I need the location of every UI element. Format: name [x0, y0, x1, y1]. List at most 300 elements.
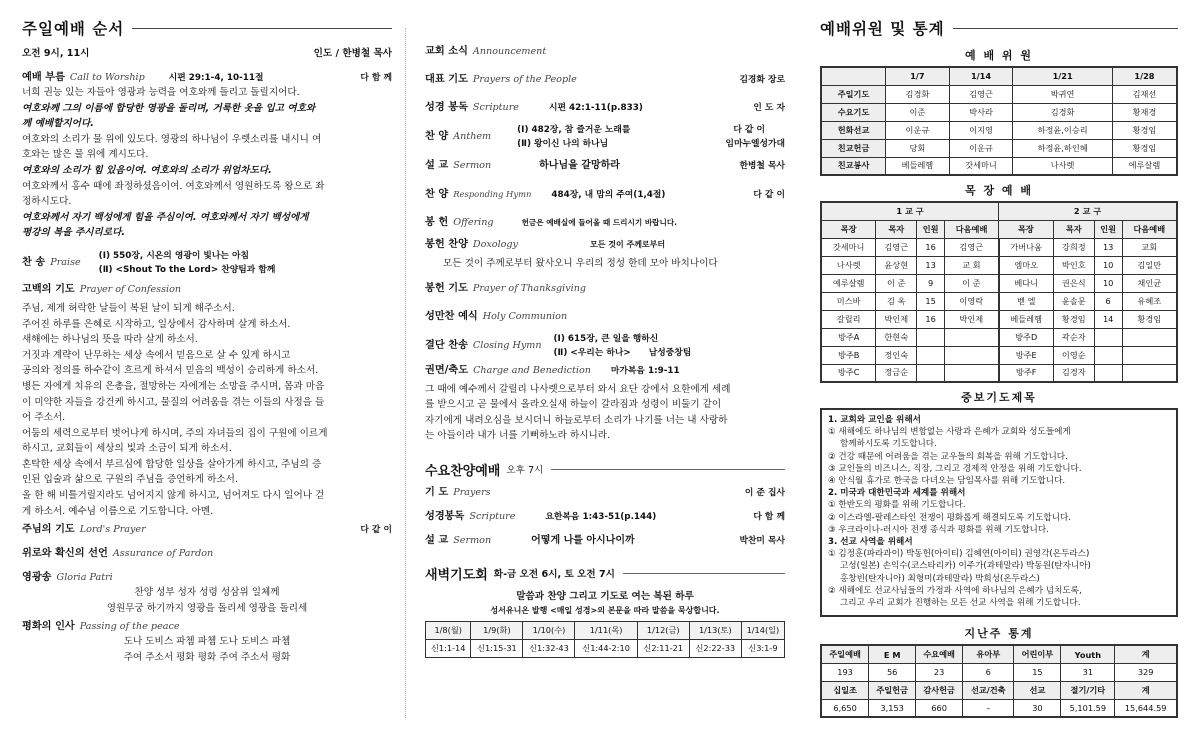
call-line: 여호와의 소리가 힘 있음이여. 여호와의 소리가 위엄차도다.	[22, 164, 272, 176]
pasture-cell	[1122, 328, 1177, 346]
responsible-person: 다 같 이	[753, 190, 785, 200]
item-english: Sermon	[453, 160, 492, 171]
peace-line-2: 주여 주소서 평화 평화 주여 주소서 평화	[123, 652, 291, 664]
pasture-cell: 이 준	[945, 274, 999, 292]
item-english: Sermon	[453, 534, 492, 546]
confession-line: 거짓과 계략이 난무하는 세상 속에서 믿음으로 살 수 있게 하시고	[22, 349, 291, 361]
responding-hymn-row	[425, 187, 785, 202]
committee-cell: 당회	[886, 139, 950, 157]
stats-title: 지난주 통계	[964, 627, 1034, 641]
gloria-line-2: 영원무궁 하기까지 영광을 돌리세 영광을 돌리세	[106, 602, 308, 614]
wednesday-title: 수요찬양예배	[425, 463, 501, 479]
pasture-head-cell: 인원	[917, 220, 945, 238]
pasture-cell: 방주D	[999, 328, 1054, 346]
prayer-item: ① 김정훈(파라과이) 박동헌(아이티) 김혜연(아이티) 권영각(온두라스)	[828, 549, 1090, 560]
stats-cell: 56	[869, 663, 916, 681]
stats-cell: 어린이부	[1014, 645, 1061, 663]
committee-stats-column	[820, 0, 1178, 729]
closing-hymn-row	[425, 332, 785, 360]
pasture-cell: 이영락	[945, 292, 999, 310]
call-line: 정하시도다.	[22, 196, 72, 208]
pasture-row	[821, 328, 1177, 346]
communion-row	[425, 310, 785, 324]
item-english: Prayers of the People	[472, 74, 577, 85]
committee-row	[821, 121, 1177, 139]
confession-line: 주님, 제게 허락한 날들이 복된 날이 되게 해주소서.	[22, 302, 235, 314]
pasture-title: 목 장 예 배	[965, 184, 1033, 197]
pasture-cell: 나사렛	[821, 256, 876, 274]
stats-cell: 30	[1014, 699, 1061, 717]
pasture-cell: 한현숙	[876, 328, 917, 346]
stats-cell: 193	[821, 663, 869, 681]
call-to-worship-row	[22, 71, 392, 85]
service-time: 오전 9시, 11시	[22, 48, 90, 59]
scripture-ref: 시편 29:1-4, 10-11절	[168, 73, 264, 83]
pasture-cell: 강희정	[1053, 238, 1094, 256]
pasture-cell: 방주A	[821, 328, 876, 346]
dawn-day-cell: 1/9(화)	[471, 621, 523, 639]
pasture-cell: 예루살렘	[821, 274, 876, 292]
dawn-text-cell: 신1:15-31	[471, 639, 523, 657]
committee-row	[821, 157, 1177, 175]
prayer-item: 2. 미국과 대한민국과 세계를 위해서	[828, 488, 966, 499]
pasture-cell	[1094, 346, 1122, 364]
peace-row	[22, 620, 392, 634]
benediction-row	[425, 364, 785, 378]
dawn-text-cell: 신1:1-14	[426, 639, 471, 657]
stats-cell: 주일헌금	[869, 681, 916, 699]
dawn-text-cell: 신2:11-21	[637, 639, 689, 657]
pasture-cell: 윤솔문	[1053, 292, 1094, 310]
pasture-cell	[917, 364, 945, 382]
committee-cell: 에루살렘	[1112, 157, 1177, 175]
doxology-row	[425, 238, 785, 252]
committee-cell: 하정윤,하인혜	[1013, 139, 1113, 157]
stats-cell: 선교	[1014, 681, 1061, 699]
anthem-line-1: (Ⅰ) 482장, 참 즐거운 노래를	[517, 125, 631, 135]
item-label: 찬 송	[22, 256, 46, 268]
prayer-item: 3. 선교 사역을 위해서	[828, 537, 913, 548]
item-label: 교회 소식	[425, 46, 468, 57]
sermon-title: 어떻게 나를 아시나이까	[531, 534, 635, 546]
pasture-row	[821, 274, 1177, 292]
committee-cell: 갓세마니	[949, 157, 1013, 175]
item-label: 찬 양	[425, 131, 449, 142]
stats-cell: 감사헌금	[916, 681, 963, 699]
committee-cell: 나사렛	[1013, 157, 1113, 175]
prayer-item: 그리고 우리 교회가 진행하는 모든 선교 사역을 위해 기도합니다.	[840, 598, 1081, 609]
wednesday-prayer-row	[425, 486, 785, 500]
pasture-cell: 갈릴리	[821, 310, 876, 328]
confession-line: 병든 자에게 치유의 은총을, 절망하는 자에게는 소망을 주시며, 몸과 마음	[22, 380, 325, 392]
confession-line: 공의와 정의를 하수같이 흐르게 하셔서 믿음의 백성이 승리하게 하소서.	[22, 365, 319, 377]
item-english: Holy Communion	[482, 310, 568, 322]
service-time-row	[22, 47, 392, 61]
dawn-day-cell: 1/10(수)	[523, 621, 575, 639]
role-cell: 친교봉사	[821, 157, 886, 175]
prayer-item: 고성(일본) 손익수(코스타리카) 이주가(과테말라) 박동원(탄자니아)	[840, 561, 1091, 572]
stats-cell: 6	[963, 663, 1014, 681]
confession-text	[22, 301, 392, 519]
committee-cell: 김재선	[1112, 85, 1177, 103]
pasture-cell: 김 옥	[876, 292, 917, 310]
pasture-row	[821, 310, 1177, 328]
service-leader: 인도 / 한병철 목사	[313, 48, 392, 59]
pasture-row	[821, 364, 1177, 382]
committee-row	[821, 139, 1177, 157]
stats-cell: E M	[869, 645, 916, 663]
doxology-title: 모든 것이 주께로부터	[589, 240, 666, 249]
pasture-cell: 16	[917, 310, 945, 328]
committee-cell: 하정윤,이승리	[1013, 121, 1113, 139]
item-english: Responding Hymn	[453, 189, 532, 199]
confession-line: 하시고, 교회들이 세상의 빛과 소금이 되게 하소서.	[22, 443, 232, 455]
dawn-text-cell: 신3:1-9	[741, 639, 784, 657]
responsible-person: 다 함 께	[360, 73, 392, 83]
ensemble-name: 남성중창팀	[648, 347, 692, 358]
role-cell: 수요기도	[821, 103, 886, 121]
responsible-person: 김경화 장로	[739, 75, 785, 85]
stats-cell: 십일조	[821, 681, 869, 699]
confession-line: 주어진 하루를 은혜로 시작하고, 일상에서 감사하며 살게 하소서.	[22, 318, 291, 330]
pasture-cell: 박인제	[945, 310, 999, 328]
pasture-cell	[1122, 364, 1177, 382]
committee-cell: 이지영	[949, 121, 1013, 139]
dawn-days-row	[426, 621, 785, 639]
prayer-item: ③ 교인들의 비즈니스, 직장, 그리고 경제적 안정을 위해 기도합니다.	[828, 463, 1082, 474]
pasture-cell: 곽순자	[1053, 328, 1094, 346]
committee-table	[820, 66, 1178, 176]
pasture-cell: 정금순	[876, 364, 917, 382]
item-english: Closing Hymn	[472, 339, 542, 351]
pasture-cell	[945, 346, 999, 364]
stats-row	[821, 663, 1177, 681]
committee-cell: 이운규	[949, 139, 1013, 157]
prayer-item: ③ 우크라이나-러시아 전쟁 종식과 평화를 위해 기도합니다.	[828, 524, 1049, 535]
item-label: 설 교	[425, 534, 449, 546]
item-english: Assurance of Pardon	[112, 548, 214, 560]
dawn-day-cell: 1/13(토)	[689, 621, 741, 639]
item-label: 결단 찬송	[425, 339, 468, 351]
pasture-cell	[1094, 328, 1122, 346]
stats-row	[821, 681, 1177, 699]
gloria-row	[22, 571, 392, 585]
doxology-text: 모든 것이 주께로부터 왔사오니 우리의 정성 한데 모아 바치나이다	[443, 258, 718, 269]
stats-cell: 주일예배	[821, 645, 869, 663]
pasture-cell: 박인제	[876, 310, 917, 328]
pasture-cell: 김영근	[945, 238, 999, 256]
stats-cell: 31	[1061, 663, 1115, 681]
item-english: Charge and Benediction	[473, 364, 591, 376]
item-english: Prayer of Thanksgiving	[472, 282, 587, 294]
pasture-cell: 6	[1094, 292, 1122, 310]
stats-row	[821, 645, 1177, 663]
gloria-line-1: 찬양 성부 성자 성령 성삼위 일체께	[134, 587, 280, 599]
pasture-cell: 9	[917, 274, 945, 292]
item-label: 위로와 확신의 선언	[22, 548, 108, 560]
dawn-texts-row	[426, 639, 785, 657]
stats-cell: 선교/건축	[963, 681, 1014, 699]
pasture-cell: 벧 엘	[999, 292, 1054, 310]
sunday-order-continued-column	[425, 0, 785, 729]
pasture-head-cell: 목장	[999, 220, 1054, 238]
item-label: 고백의 기도	[22, 283, 75, 295]
pasture-cell: 김경자	[1053, 364, 1094, 382]
pasture-cell: 정인숙	[876, 346, 917, 364]
call-line: 께 예배할지어다.	[22, 118, 94, 130]
pasture-cell: 윤상현	[876, 256, 917, 274]
item-label: 권면/축도	[425, 364, 469, 376]
responsible-person: 다 같 이	[360, 525, 392, 536]
date-cell: 1/28	[1112, 67, 1177, 85]
confession-line: 이 미약한 자들을 강건케 하시고, 물질의 어려움을 겪는 이들의 사정을 들	[22, 396, 325, 408]
date-cell: 1/14	[949, 67, 1013, 85]
item-label: 봉헌 찬양	[425, 239, 468, 250]
benediction-line: 그 때에 예수께서 갈릴리 나사렛으로부터 와서 요단 강에서 요한에게 세례	[425, 383, 731, 395]
announcement-row	[425, 45, 785, 59]
item-english: Offering	[453, 217, 494, 228]
intercession-box	[820, 408, 1178, 617]
item-label: 성경 봉독	[425, 102, 468, 113]
item-label: 설 교	[425, 160, 449, 171]
call-line: 너희 권능 있는 자들아 영광과 능력을 여호와께 돌리고 돌릴지어다.	[22, 87, 300, 98]
sermon-title: 하나님을 갈망하라	[539, 160, 620, 171]
pasture-cell: 채인균	[1122, 274, 1177, 292]
prayer-item: ② 새해에도 선교사님들의 가정과 사역에 하나님의 은혜가 넘치도록,	[828, 585, 1082, 596]
dawn-day-cell: 1/14(일)	[741, 621, 784, 639]
pasture-head-cell: 인원	[1094, 220, 1122, 238]
committee-cell: 김영근	[949, 85, 1013, 103]
stats-cell: –	[963, 699, 1014, 717]
stats-cell: 3,153	[869, 699, 916, 717]
item-english: Lord's Prayer	[79, 524, 146, 536]
committee-cell: 이준	[886, 103, 950, 121]
item-english: Anthem	[453, 131, 492, 142]
pasture-cell: 베다니	[999, 274, 1054, 292]
item-english: Doxology	[472, 239, 518, 250]
committee-row	[821, 103, 1177, 121]
praise-line-2: (Ⅱ) <Shout To the Lord> 찬양팀과 함께	[98, 264, 276, 275]
praise-row	[22, 249, 392, 277]
pasture-cell	[917, 328, 945, 346]
call-line: 여호와께서 홍수 때에 좌정하셨음이여. 여호와께서 영원하도록 왕으로 좌	[22, 180, 325, 192]
prayer-item: 홍창빈(탄자니아) 최형미(과테말라) 박희성(온두라스)	[840, 573, 1040, 584]
wednesday-scripture-row	[425, 510, 785, 524]
item-label: 찬 양	[425, 189, 449, 200]
item-english: Scripture	[469, 510, 516, 522]
scripture-reading-row	[425, 101, 785, 115]
item-english: Announcement	[472, 46, 547, 57]
pasture-cell: 가버나움	[999, 238, 1054, 256]
item-english: Prayers	[453, 486, 491, 498]
pasture-cell: 교회	[1122, 238, 1177, 256]
representative-prayer-row	[425, 73, 785, 87]
dawn-schedule-table	[425, 621, 785, 658]
call-line: 평강의 복을 주시리로다.	[22, 227, 125, 239]
pasture-cell: 황경임	[1122, 310, 1177, 328]
stats-cell: 6,650	[821, 699, 869, 717]
role-cell: 헌화선교	[821, 121, 886, 139]
pasture-row	[821, 256, 1177, 274]
committee-row	[821, 85, 1177, 103]
call-line: 여호와의 소리가 물 위에 있도다. 영광의 하나님이 우렛소리를 내시니 여	[22, 133, 322, 145]
dawn-day-cell: 1/8(월)	[426, 621, 471, 639]
stats-table	[820, 644, 1178, 718]
pasture-head-cell: 목자	[1053, 220, 1094, 238]
responsible-person: 이 준 집사	[744, 487, 785, 498]
committee-cell: 박귀연	[1013, 85, 1113, 103]
sermon-row	[425, 159, 785, 173]
prayer-item: ② 이스라엘-팔레스타인 전쟁이 평화롭게 해결되도록 기도합니다.	[828, 512, 1072, 523]
committee-cell: 박사라	[949, 103, 1013, 121]
pasture-row	[821, 346, 1177, 364]
call-line: 호와는 많은 물 위에 계시도다.	[22, 149, 149, 161]
responsible-person: 인 도 자	[753, 103, 785, 113]
call-to-worship-text	[22, 85, 392, 241]
dawn-time: 화-금 오전 6시, 토 오전 7시	[493, 569, 615, 581]
pasture-cell: 방주C	[821, 364, 876, 382]
stats-cell: 329	[1115, 663, 1177, 681]
pasture-cell: 김일만	[1122, 256, 1177, 274]
pasture-cell: 갓세마니	[821, 238, 876, 256]
pasture-cell: 10	[1094, 274, 1122, 292]
responsible-person: 다 함 께	[753, 511, 785, 522]
dawn-motto: 말씀과 찬양 그리고 기도로 여는 복된 하루	[516, 590, 694, 602]
dawn-text-cell: 신1:32-43	[523, 639, 575, 657]
offering-row	[425, 216, 785, 230]
item-english: Praise	[50, 256, 81, 268]
item-label: 예배 부름	[22, 72, 65, 83]
item-label: 봉 헌	[425, 217, 449, 228]
pasture-cell: 교 회	[945, 256, 999, 274]
stats-cell: 계	[1115, 645, 1177, 663]
corner-cell	[821, 67, 886, 85]
anthem-line-2: (Ⅱ) 왕이신 나의 하나님	[517, 139, 609, 149]
pasture-cell: 황경임	[1053, 310, 1094, 328]
wednesday-time: 오후 7시	[506, 465, 544, 477]
lords-prayer-row	[22, 523, 392, 537]
preacher: 박찬미 목사	[739, 535, 785, 546]
call-line: 여호와께 그의 이름에 합당한 영광을 돌리며, 거룩한 옷을 입고 여호와	[22, 102, 316, 114]
committee-cell: 김경화	[1013, 103, 1113, 121]
pasture-cell: 10	[1094, 256, 1122, 274]
pasture-cell: 엠마오	[999, 256, 1054, 274]
date-cell: 1/21	[1013, 67, 1113, 85]
pasture-cell: 이영순	[1053, 346, 1094, 364]
closing-line-1: (Ⅰ) 615장, 큰 일을 행하신	[553, 333, 659, 344]
scripture-ref: 요한복음 1:43-51(p.144)	[545, 511, 657, 522]
stats-cell: 660	[916, 699, 963, 717]
date-cell: 1/7	[886, 67, 950, 85]
committee-cell: 황재경	[1112, 103, 1177, 121]
stats-cell: 15,644.59	[1115, 699, 1177, 717]
stats-cell: Youth	[1061, 645, 1115, 663]
pasture-cell: 김영근	[876, 238, 917, 256]
pasture-head-cell: 목장	[821, 220, 876, 238]
dawn-prayer-header	[425, 564, 785, 583]
pasture-cell: 유혜조	[1122, 292, 1177, 310]
committee-cell: 황경임	[1112, 121, 1177, 139]
item-english: Passing of the peace	[79, 621, 180, 633]
section-title: 예배위원 및 통계	[820, 20, 945, 38]
committee-head-row	[821, 67, 1177, 85]
pasture-cell: 박인호	[1053, 256, 1094, 274]
dawn-day-cell: 1/12(금)	[637, 621, 689, 639]
pasture-head-cell: 다음예배	[945, 220, 999, 238]
pasture-cell	[945, 364, 999, 382]
confession-line: 어둠의 세력으로부터 벗어나게 하시며, 주의 자녀들의 집이 구원에 이르게	[22, 427, 328, 439]
pasture-head-row	[821, 220, 1177, 238]
pasture-cell: 이 준	[876, 274, 917, 292]
prayer-item: ① 한반도의 평화를 위해 기도합니다.	[828, 500, 966, 511]
pasture-cell	[917, 346, 945, 364]
prayer-item: 1. 교회와 교인을 위해서	[828, 415, 921, 425]
pasture-cell: 15	[917, 292, 945, 310]
pasture-cell: 13	[1094, 238, 1122, 256]
stats-cell: 유아부	[963, 645, 1014, 663]
pasture-cell: 미스바	[821, 292, 876, 310]
pasture-head-cell: 다음예배	[1122, 220, 1177, 238]
scripture-ref: 마가복음 1:9-11	[610, 365, 680, 376]
item-english: Call to Worship	[69, 72, 145, 83]
dawn-note: 성서유니온 발행 <매일 성경>의 본문을 따라 말씀을 묵상합니다.	[490, 605, 720, 615]
dawn-text-cell: 신1:44-2:10	[575, 639, 637, 657]
committee-title: 예 배 위 원	[965, 49, 1033, 62]
anthem-row	[425, 123, 785, 151]
committee-cell: 이운규	[886, 121, 950, 139]
pasture-cell: 방주F	[999, 364, 1054, 382]
pasture-cell: 방주E	[999, 346, 1054, 364]
stats-cell: 23	[916, 663, 963, 681]
district-1: 1 교 구	[821, 202, 999, 220]
item-english: Prayer of Confession	[79, 283, 182, 295]
stats-cell: 15	[1014, 663, 1061, 681]
stats-cell: 계	[1115, 681, 1177, 699]
pasture-cell	[1094, 364, 1122, 382]
pasture-cell: 16	[917, 238, 945, 256]
stats-cell: 5,101.59	[1061, 699, 1115, 717]
offering-note: 헌금은 예배실에 들어올 때 드리시기 바랍니다.	[521, 218, 678, 227]
pasture-cell	[945, 328, 999, 346]
sunday-order-header	[22, 17, 392, 39]
pasture-cell	[1122, 346, 1177, 364]
item-label: 성경봉독	[425, 510, 465, 522]
pasture-row	[821, 292, 1177, 310]
confession-line: 어 주소서.	[22, 412, 66, 424]
item-label: 영광송	[22, 572, 52, 584]
item-label: 주님의 기도	[22, 524, 75, 536]
pasture-table	[820, 201, 1178, 383]
preacher: 한병철 목사	[739, 161, 785, 171]
pasture-cell: 권은식	[1053, 274, 1094, 292]
dawn-text-cell: 신2:22-33	[689, 639, 741, 657]
committee-cell: 황경임	[1112, 139, 1177, 157]
stats-row	[821, 699, 1177, 717]
committee-cell: 베들레헴	[886, 157, 950, 175]
item-label: 대표 기도	[425, 74, 468, 85]
confession-line: 게 하소서. 예수님 이름으로 기도합니다. 아멘.	[22, 505, 214, 517]
prayer-item: ② 건강 때문에 어려움을 겪는 교우들의 회복을 위해 기도합니다.	[828, 451, 1068, 462]
role-cell: 친교헌금	[821, 139, 886, 157]
confession-line: 새해에는 하나님의 뜻을 따라 살게 하소서.	[22, 334, 198, 346]
responsible-person: 다 같 이	[733, 125, 765, 135]
benediction-line: 는 아들이라 내가 너를 기뻐하노라 하시니라.	[425, 430, 611, 442]
wednesday-sermon-row	[425, 534, 785, 548]
benediction-line: 자기에게 내려오심을 보시더니 하늘로부터 소리가 나기를 너는 내 사랑하	[425, 414, 728, 426]
pasture-cell: 베들레헴	[999, 310, 1054, 328]
pasture-cell: 방주B	[821, 346, 876, 364]
call-line: 여호와께서 자기 백성에게 힘을 주심이여. 여호와께서 자기 백성에게	[22, 211, 309, 223]
